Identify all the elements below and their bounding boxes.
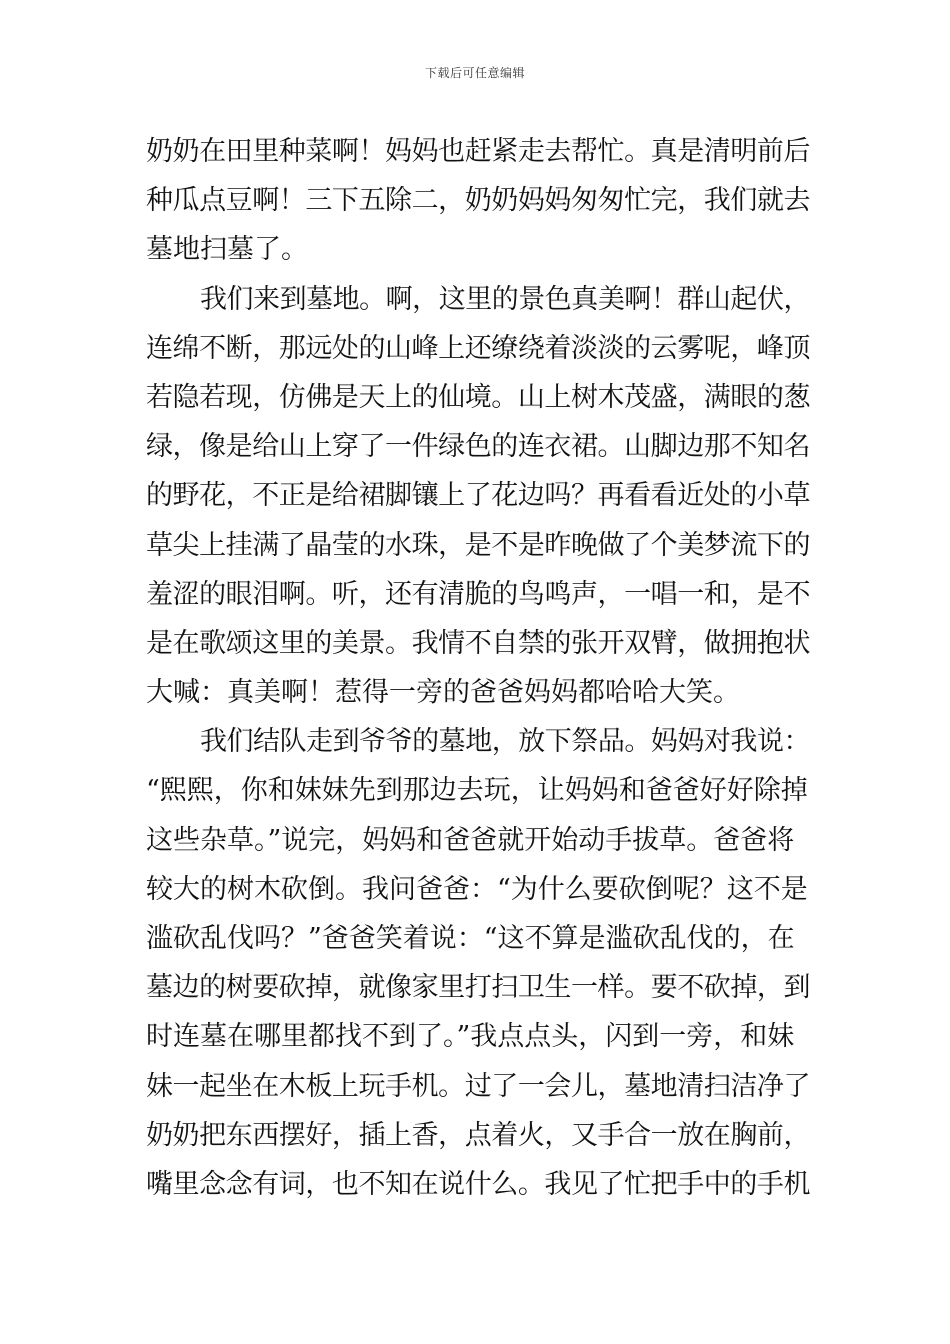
text-line: 滥砍乱伐吗？”爸爸笑着说：“这不算是滥砍乱伐的，在 [146, 923, 795, 954]
text-line: 较大的树木砍倒。我问爸爸：“为什么要砍倒呢？这不是 [146, 873, 808, 905]
text-line: “熙熙，你和妹妹先到那边去玩，让妈妈和爸爸好好除掉 [146, 775, 808, 807]
text-line: 我们来到墓地。啊，这里的景色真美啊！群山起伏， [200, 283, 810, 315]
text-line: 墓地扫墓了。 [146, 234, 308, 266]
text-line: 奶奶在田里种菜啊！妈妈也赶紧走去帮忙。真是清明前后 [146, 136, 810, 167]
text-line: 连绵不断，那远处的山峰上还缭绕着淡淡的云雾呢，峰顶 [146, 332, 810, 364]
text-line: 时连墓在哪里都找不到了。”我点点头，闪到一旁，和妹 [146, 1021, 795, 1053]
body-text [146, 127, 810, 1209]
text-line: 草尖上挂满了晶莹的水珠，是不是昨晚做了个美梦流下的 [146, 529, 810, 561]
page-header: 下载后可任意编辑 [424, 66, 525, 80]
text-line: 羞涩的眼泪啊。听，还有清脆的鸟鸣声，一唱一和，是不 [146, 578, 810, 610]
text-line: 种瓜点豆啊！三下五除二，奶奶妈妈匆匆忙完，我们就去 [146, 185, 810, 217]
text-line: 绿，像是给山上穿了一件绿色的连衣裙。山脚边那不知名 [146, 431, 810, 463]
text-line: 若隐若现，仿佛是天上的仙境。山上树木茂盛，满眼的葱 [146, 381, 810, 413]
text-line: 我们结队走到爷爷的墓地，放下祭品。妈妈对我说： [200, 726, 810, 758]
text-line: 大喊：真美啊！惹得一旁的爸爸妈妈都哈哈大笑。 [146, 677, 740, 709]
text-line: 这些杂草。”说完，妈妈和爸爸就开始动手拔草。爸爸将 [146, 824, 795, 856]
text-line: 是在歌颂这里的美景。我情不自禁的张开双臂，做拥抱状 [146, 627, 810, 659]
text-line: 奶奶把东西摆好，插上香，点着火，又手合一放在胸前， [146, 1119, 810, 1151]
text-line: 嘴里念念有词，也不知在说什么。我见了忙把手中的手机 [146, 1168, 810, 1200]
text-line: 墓边的树要砍掉，就像家里打扫卫生一样。要不砍掉，到 [146, 972, 810, 1004]
text-line: 妹一起坐在木板上玩手机。过了一会儿，墓地清扫洁净了 [146, 1070, 810, 1102]
text-line: 的野花，不正是给裙脚镶上了花边吗？再看看近处的小草 [146, 480, 810, 512]
